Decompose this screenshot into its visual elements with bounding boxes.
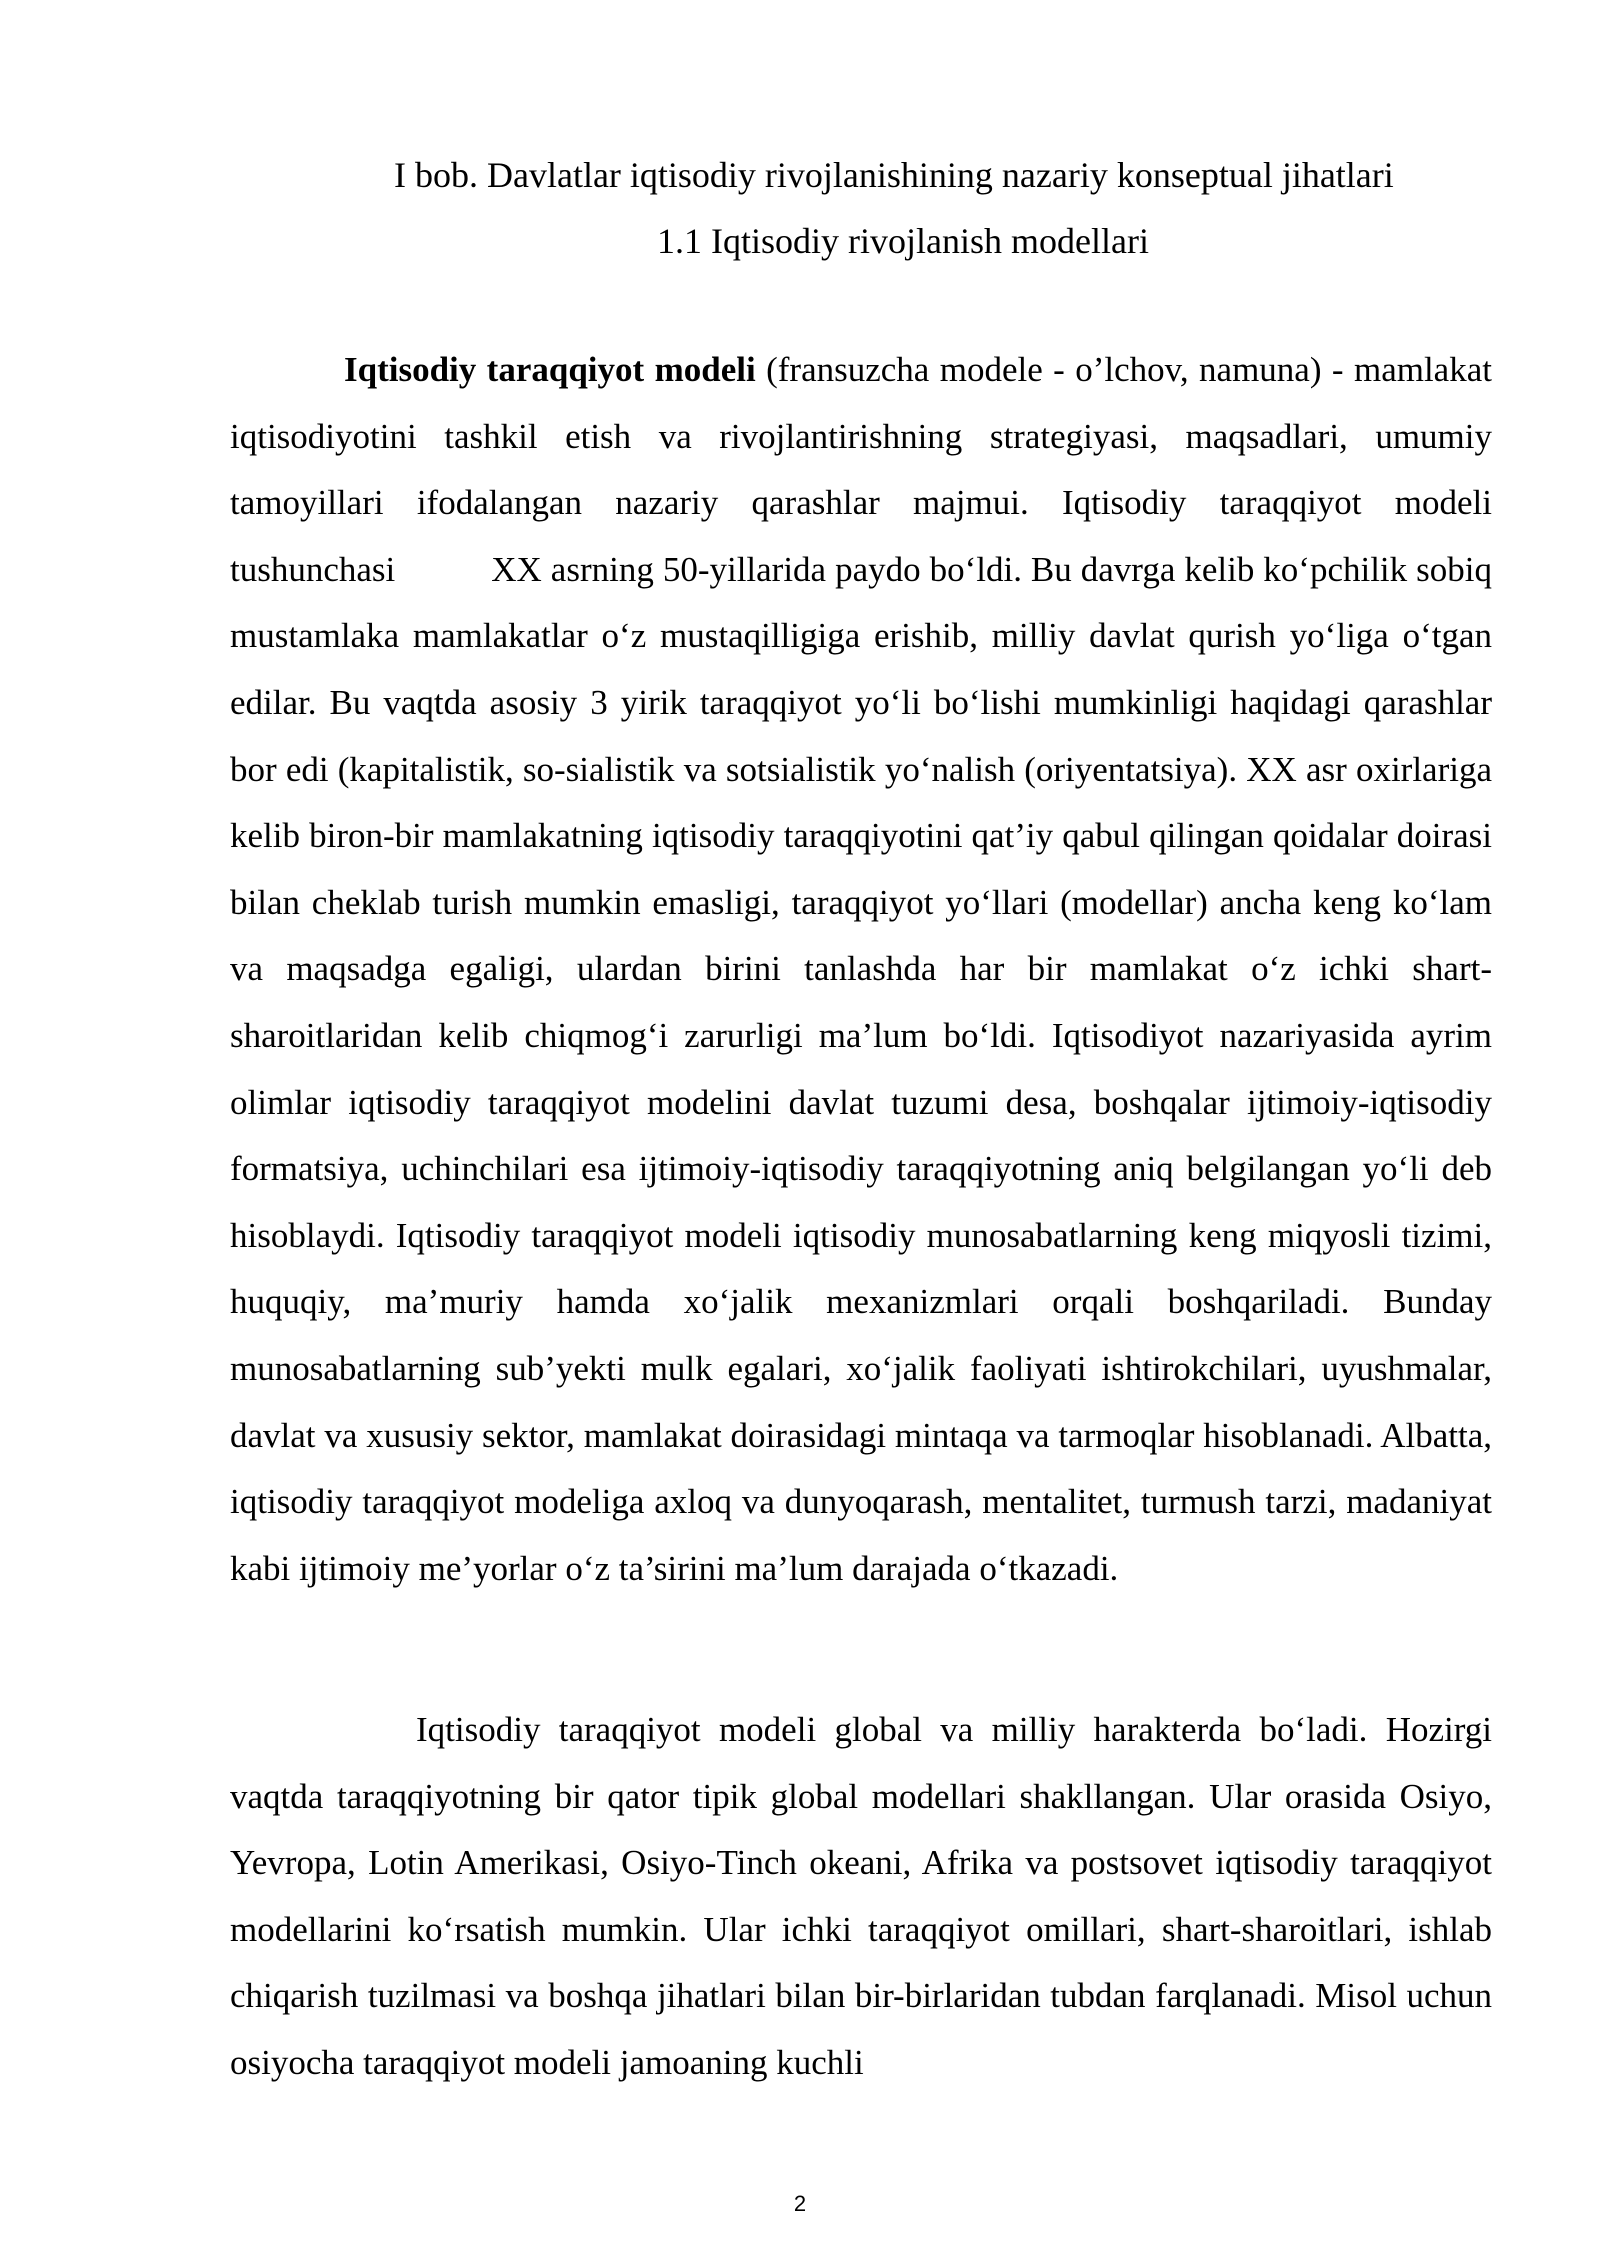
- paragraph-1-text-a: (fransuzcha modele - o’lchov, namuna) - mamlakat iqtisodiyotini tashkil etish va rivojlantirishning strategiyasi, maqsadlari, umumiy tamoyillari ifodalangan nazariy qarashlar majmui. Iqtisodiy taraqqiyot modeli tushunchasi: [230, 350, 1492, 589]
- defined-term: Iqtisodiy taraqqiyot modeli: [344, 350, 756, 389]
- paragraph-2: Iqtisodiy taraqqiyot modeli global va milliy harakterda bo‘ladi. Hozirgi vaqtda taraqqiyotning bir qator tipik global modellari shakllangan. Ular orasida Osiyo, Yevropa, Lotin Amerikasi, Osiyo-Tinch okeani, Afrika va postsovet iqtisodiy taraqqiyot modellarini ko‘rsatish mumkin. Ular ichki taraqqiyot omillari, shart-sharoitlari, ishlab chiqarish tuzilmasi va boshqa jihatlari bilan bir-birlaridan tubdan farqlanadi. Misol uchun osiyocha taraqqiyot modeli jamoaning kuchli: [230, 1710, 1492, 2082]
- page-number: 2: [793, 2191, 807, 2216]
- paragraph-1: [230, 337, 1492, 1602]
- section-title: 1.1 Iqtisodiy rivojlanish modellari: [657, 221, 1149, 261]
- paragraph-1-text-b: XX asrning 50-yillarida paydo bo‘ldi. Bu davrga kelib ko‘pchilik sobiq mustamlaka mamlakatlar o‘z mustaqilligiga erishib, milliy davlat qurish yo‘liga o‘tgan edilar. Bu vaqtda asosiy 3 yirik taraqqiyot yo‘li bo‘lishi mumkinligi haqidagi qarashlar bor edi (kapitalistik, so-sialistik va sotsialistik yo‘nalish (oriyentatsiya). XX asr oxirlariga kelib biron-bir mamlakatning iqtisodiy taraqqiyotini qat’iy qabul qilingan qoidalar doirasi bilan cheklab turish mumkin emasligi, taraqqiyot yo‘llari (modellar) ancha keng ko‘lam va maqsadga egaligi, ulardan birini tanlashda har bir mamlakat o‘z ichki shart-sharoitlaridan kelib chiqmog‘i zarurligi ma’lum bo‘ldi. Iqtisodiyot nazariyasida ayrim olimlar iqtisodiy taraqqiyot modelini davlat tuzumi desa, boshqalar ijtimoiy-iqtisodiy formatsiya, uchinchilari esa ijtimoiy-iqtisodiy taraqqiyotning aniq belgilangan yo‘li deb hisoblaydi. Iqtisodiy taraqqiyot modeli iqtisodiy munosabatlarning keng miqyosli tizimi, huquqiy, ma’muriy hamda xo‘jalik mexanizmlari orqali boshqariladi. Bunday munosabatlarning sub’yekti mulk egalari, xo‘jalik faoliyati ishtirokchilari, uyushmalar, davlat va xususiy sektor, mamlakat doirasidagi mintaqa va tarmoqlar hisoblanadi. Albatta, iqtisodiy taraqqiyot modeliga axloq va dunyoqarash, mentalitet, turmush tarzi, madaniyat kabi ijtimoiy me’yorlar o‘z ta’sirini ma’lum darajada o‘tkazadi.: [230, 549, 1492, 1588]
- chapter-title: I bob. Davlatlar iqtisodiy rivojlanishining nazariy konseptual jihatlari: [394, 155, 1394, 195]
